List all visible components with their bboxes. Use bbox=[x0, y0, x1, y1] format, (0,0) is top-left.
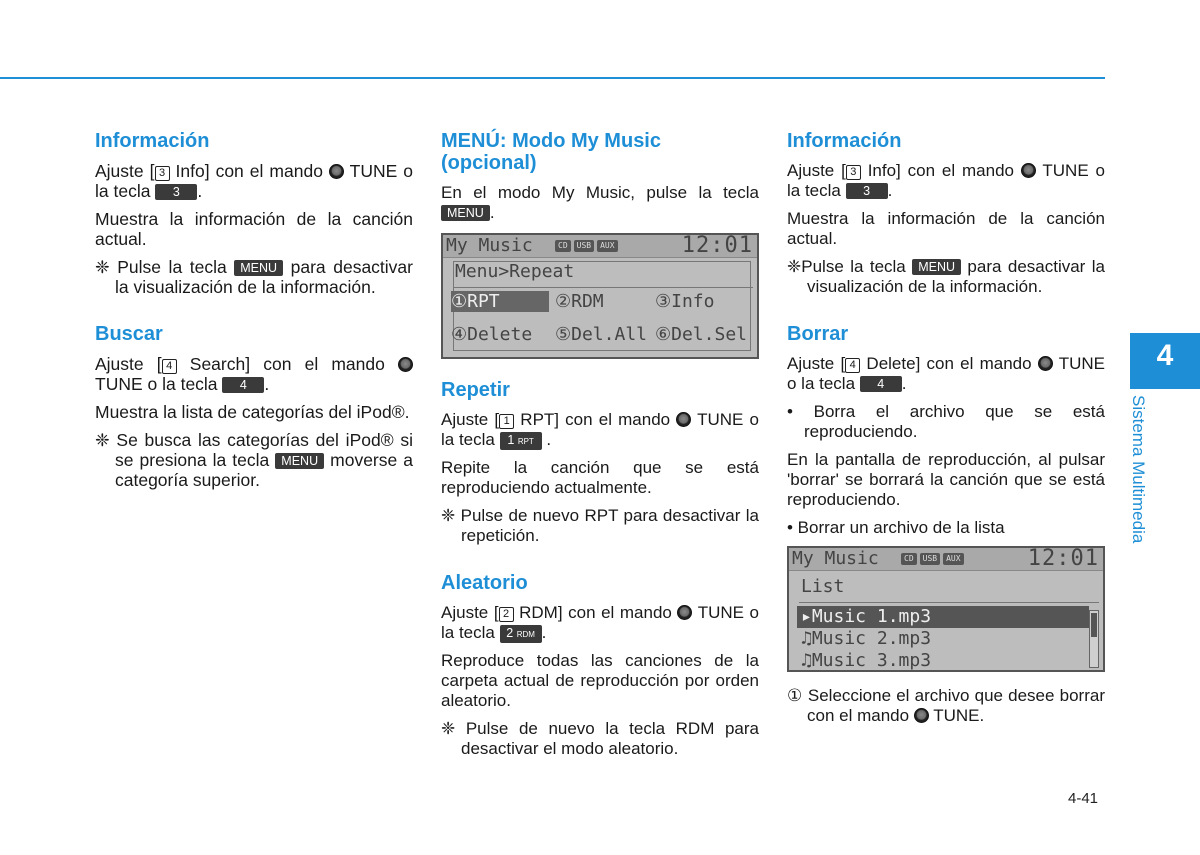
column-2 bbox=[441, 130, 759, 767]
repetir-instruction: Ajuste [ 1 RPT] con el mando TUNE o la tecla 1 RPT . bbox=[441, 410, 759, 449]
key-4: 4 bbox=[860, 376, 902, 392]
number-4-icon: 4 bbox=[162, 359, 177, 374]
menu-key: MENU bbox=[912, 259, 961, 275]
key-4: 4 bbox=[222, 377, 264, 393]
key-3: 3 bbox=[846, 183, 888, 199]
list-item-music-2[interactable]: ♫Music 2.mp3 bbox=[801, 628, 932, 649]
repetir-note: ❈ Pulse de nuevo RPT para desactivar la repetición. bbox=[441, 506, 759, 545]
key-3: 3 bbox=[155, 184, 197, 200]
list-heading: List bbox=[801, 576, 845, 597]
menu-item-delete[interactable]: ④Delete bbox=[451, 324, 533, 345]
aleatorio-note: ❈ Pulse de nuevo la tecla RDM para desactivar el modo aleatorio. bbox=[441, 719, 759, 758]
info-instruction-2: Ajuste [ 3 Info] con el mando TUNE o la tecla 3 . bbox=[787, 161, 1105, 200]
column-1 bbox=[95, 130, 413, 498]
page-number: 4-41 bbox=[1068, 790, 1099, 807]
menu-item-info[interactable]: ③Info bbox=[655, 291, 715, 312]
display-screen-list bbox=[787, 546, 1105, 672]
screen-title: My Music bbox=[792, 548, 879, 569]
key-1-rpt: 1 RPT bbox=[500, 432, 542, 450]
menu-item-del-sel[interactable]: ⑥Del.Sel bbox=[655, 324, 747, 345]
aleatorio-instruction: Ajuste [ 2 RDM] con el mando TUNE o la tecla 2 RDM . bbox=[441, 603, 759, 642]
screen-clock: 12:01 bbox=[681, 233, 753, 258]
info-note: ❈ Pulse la tecla MENU para desactivar la visualización de la información. bbox=[95, 257, 413, 297]
borrar-bullet-1: • Borra el archivo que se está reproduciendo. bbox=[787, 402, 1105, 441]
number-3-icon: 3 bbox=[155, 166, 170, 181]
number-1-icon: 1 bbox=[499, 414, 514, 429]
info-instruction: Ajuste [ 3 Info] con el mando TUNE o la tecla 3 . bbox=[95, 161, 413, 201]
tune-knob-icon bbox=[914, 708, 929, 723]
menu-key: MENU bbox=[234, 260, 283, 276]
tune-knob-icon bbox=[329, 164, 344, 179]
tune-knob-icon bbox=[1038, 356, 1053, 371]
buscar-note: ❈ Se busca las categorías del iPod® si se presiona la tecla MENU moverse a categoría superior. bbox=[95, 430, 413, 490]
source-badges: CD USB AUX bbox=[901, 553, 967, 565]
heading-informacion: Información bbox=[95, 130, 210, 152]
tune-knob-icon bbox=[676, 412, 691, 427]
number-4-icon: 4 bbox=[845, 358, 860, 373]
menu-key: MENU bbox=[275, 453, 324, 469]
menu-heading: Menu>Repeat bbox=[455, 261, 575, 282]
column-3 bbox=[787, 130, 1105, 734]
borrar-step: ① Seleccione el archivo que desee borrar con el mando TUNE. bbox=[787, 686, 1105, 725]
section-title-vertical: Sistema Multimedia bbox=[1129, 395, 1148, 544]
number-3-icon: 3 bbox=[846, 165, 861, 180]
repetir-description: Repite la canción que se está reproduciendo actualmente. bbox=[441, 458, 759, 497]
source-badges: CD USB AUX bbox=[555, 240, 621, 252]
buscar-instruction: Ajuste [ 4 Search] con el mando TUNE o la tecla 4 . bbox=[95, 354, 413, 394]
number-2-icon: 2 bbox=[499, 607, 514, 622]
buscar-description: Muestra la lista de categorías del iPod®. bbox=[95, 402, 410, 422]
info-description-2: Muestra la información de la canción actual. bbox=[787, 209, 1105, 248]
aleatorio-description: Reproduce todas las canciones de la carpeta actual de reproducción por orden aleatorio. bbox=[441, 651, 759, 710]
status-bar bbox=[443, 235, 757, 258]
borrar-bullet-2: • Borrar un archivo de la lista bbox=[787, 518, 1005, 537]
info-note-2: ❈Pulse la tecla MENU para desactivar la visualización de la información. bbox=[787, 257, 1105, 296]
menu-item-del-all[interactable]: ⑤Del.All bbox=[555, 324, 647, 345]
heading-informacion-2: Información bbox=[787, 130, 902, 152]
borrar-description: En la pantalla de reproducción, al pulsar 'borrar' se borrará la canción que se está reproduciendo. bbox=[787, 450, 1105, 509]
heading-borrar: Borrar bbox=[787, 323, 849, 345]
borrar-instruction: Ajuste [ 4 Delete] con el mando TUNE o la tecla 4 . bbox=[787, 354, 1105, 393]
screen-clock: 12:01 bbox=[1027, 546, 1099, 571]
menu-instruction: En el modo My Music, pulse la tecla MENU . bbox=[441, 183, 759, 222]
heading-menu-my-music: MENÚ: Modo My Music (opcional) bbox=[441, 130, 661, 174]
heading-repetir: Repetir bbox=[441, 379, 510, 401]
chapter-tab: 4 bbox=[1130, 333, 1200, 389]
menu-key: MENU bbox=[441, 205, 490, 221]
info-description: Muestra la información de la canción actual. bbox=[95, 209, 413, 249]
tune-knob-icon bbox=[677, 605, 692, 620]
list-item-music-3[interactable]: ♫Music 3.mp3 bbox=[801, 650, 932, 671]
status-bar bbox=[789, 548, 1103, 571]
menu-item-rdm[interactable]: ②RDM bbox=[555, 291, 604, 312]
tune-knob-icon bbox=[1021, 163, 1036, 178]
heading-buscar: Buscar bbox=[95, 323, 163, 345]
screen-title: My Music bbox=[446, 235, 533, 256]
key-2-rdm: 2 RDM bbox=[500, 625, 542, 643]
heading-aleatorio: Aleatorio bbox=[441, 572, 528, 594]
list-scrollbar[interactable] bbox=[1089, 610, 1099, 668]
tune-knob-icon bbox=[398, 357, 413, 372]
list-item-music-1[interactable]: ▸Music 1.mp3 bbox=[797, 606, 1089, 628]
header-rule bbox=[0, 77, 1105, 79]
menu-item-rpt[interactable]: ①RPT bbox=[451, 291, 549, 312]
display-screen-menu bbox=[441, 233, 759, 359]
